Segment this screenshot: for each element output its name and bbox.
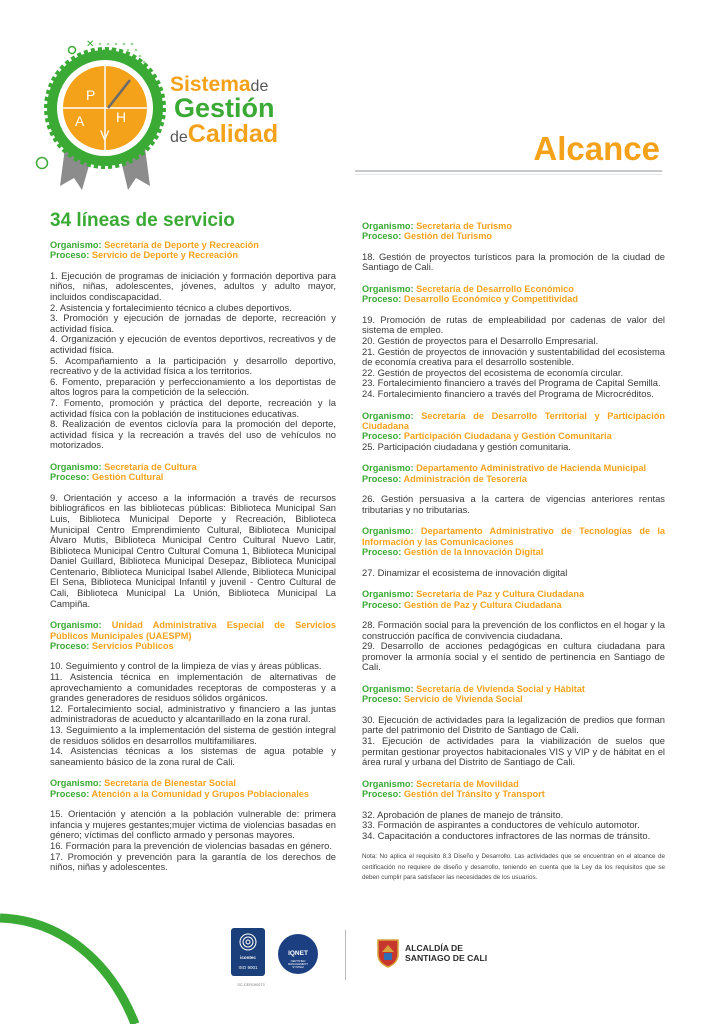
proceso-label: Proceso: <box>362 294 402 305</box>
organismo-label: Organismo: <box>362 526 414 537</box>
organismo-label: Organismo: <box>50 620 102 631</box>
proceso-value: Atención a la Comunidad y Grupos Poblacionales <box>91 788 310 799</box>
brand-calidad: Calidad <box>187 120 279 148</box>
organismo-value: Secretaría de Desarrollo Económico <box>416 284 574 294</box>
left-column <box>50 210 336 884</box>
proceso-label: Proceso: <box>362 789 402 800</box>
title-underline-thin <box>355 174 662 175</box>
iqnet-name: IQNET <box>288 950 308 957</box>
section-vivienda <box>362 684 665 768</box>
section-servicios-publicos <box>50 620 336 767</box>
service-item: 2. Asistencia y fortalecimiento técnico a clubes deportivos. <box>50 301 292 313</box>
proceso-label: Proceso: <box>50 641 90 652</box>
section-deporte <box>50 240 336 451</box>
cali-coat-of-arms-icon <box>376 938 400 968</box>
organismo-value: Departamento Administrativo de Hacienda Municipal <box>416 463 647 474</box>
letter-v: V <box>100 127 110 143</box>
service-item: 22. Gestión de proyectos del ecosistema de economía circular. <box>362 366 624 378</box>
organismo-label: Organismo: <box>362 589 414 600</box>
organismo-label: Organismo: <box>362 778 414 789</box>
iqnet-subtitle: CERTIFIED MANAGEMENT SYSTEM <box>287 959 309 969</box>
service-item: 10. Seguimiento y control de la limpieza de vías y áreas públicas. <box>50 660 322 672</box>
proceso-label: Proceso: <box>362 431 402 442</box>
proceso-value: Servicio de Vivienda Social <box>403 694 523 705</box>
organismo-value: Secretaría de Cultura <box>104 461 197 472</box>
service-item: 19. Promoción de rutas de empleabilidad por cadenas de valor del sistema de empleo. <box>362 313 665 336</box>
organismo-value: Unidad Administrativa Especial de Servicios Públicos Municipales (UAESPM) <box>50 620 337 641</box>
service-item: 30. Ejecución de actividades para la legalización de predios que forman parte del patrimonio del Distrito de Santiago de Cali. <box>362 713 665 736</box>
section-paz-cultura <box>362 589 665 673</box>
service-item: 27. Dinamizar el ecosistema de innovación digital <box>362 566 568 578</box>
service-item: 5. Acompañamiento a la participación y desarrollo deportivo, recreativo y de la actividad física a los territorios. <box>50 354 336 377</box>
fingerprint-icon <box>231 928 265 954</box>
service-item: 8. Realización de eventos ciclovía para la promoción del deporte, actividad física y la recreación a través del uso de vehículos no motorizados. <box>50 418 336 451</box>
service-item: 31. Ejecución de actividades para la viabilización de suelos que permitan gestionar proyectos habitacionales VIS y VIP y de hábitat en el área rural y urbana del Distrito de Santiago de Cali. <box>362 734 665 768</box>
proceso-label: Proceso: <box>362 694 402 705</box>
proceso-value: Gestión de Paz y Cultura Ciudadana <box>403 599 562 610</box>
headline: 34 líneas de servicio <box>50 210 235 231</box>
proceso-value: Gestión del Turismo <box>403 231 493 242</box>
organismo-value: Secretaría de Bienestar Social <box>104 778 236 789</box>
service-item: 24. Fortalecimiento financiero a través del Programa de Microcréditos. <box>362 387 654 399</box>
small-ring-icon <box>37 158 48 169</box>
service-item: 12. Fortalecimiento social, administrativo y financiero a las juntas administradoras de acueducto y alcantarillado en la zona rural. <box>50 702 336 725</box>
organismo-label: Organismo: <box>362 463 414 474</box>
x-mark-icon: ✕ <box>86 39 95 50</box>
service-item: 6. Fomento, preparación y perfeccionamiento a los deportistas de altos logros para la competición de la selección. <box>50 375 336 398</box>
service-item: 17. Promoción y prevención para la garantía de los derechos de niños, niñas y adolescentes. <box>50 850 336 873</box>
small-ring-icon <box>69 47 76 54</box>
proceso-label: Proceso: <box>362 473 402 484</box>
service-item: 25. Participación ciudadana y gestión comunitaria. <box>362 440 571 452</box>
section-desarrollo-economico <box>362 284 665 400</box>
service-item: 3. Promoción y ejecución de jornadas de deporte, recreación y actividad física. <box>50 312 336 334</box>
section-movilidad <box>362 779 665 842</box>
service-item: 1. Ejecución de programas de iniciación y formación deportiva para niños, niñas, adolescentes, jóvenes, adultos y adulto mayor, incluidos condiscapacidad. <box>50 269 336 302</box>
service-item: 9. Orientación y acceso a la información a través de recursos bibliográficos en las bibliotecas públicas: Biblioteca Municipal San Luis, Biblioteca Municipal Deporte y Recreación, Biblioteca Municipal Centro Emprendimiento Cultural, Biblioteca Municipal Álvaro Mutis, Biblioteca Municipal Centro Cultural Nuevo Latir, Biblioteca Municipal Centro Cultural Comuna 1, Biblioteca Municipal Daniel Guillard, Biblioteca Municipal Desepaz, Biblioteca Municipal Centenario, Biblioteca Municipal Isabel Allende, Biblioteca Municipal El Sena, Biblioteca Municipal Infantil y juvenil - Centro Cultural de Cali, Biblioteca Municipal La Unión, Biblioteca Municipal La Campiña. <box>50 491 336 609</box>
proceso-value: Administración de Tesorería <box>403 473 527 484</box>
section-cultura <box>50 462 336 609</box>
alcaldia-line1: ALCALDÍA DE <box>405 943 463 953</box>
service-item: 32. Aprobación de planes de manejo de tránsito. <box>362 808 564 820</box>
letter-p: P <box>86 87 96 103</box>
green-arc-decoration <box>0 910 160 1024</box>
service-item: 29. Desarrollo de acciones pedagógicas en cultura ciudadana para promover la armonía social y el sentido de pertinencia en Santiago de Cali. <box>362 640 665 673</box>
proceso-value: Desarrollo Económico y Competitividad <box>403 294 578 305</box>
title-underline <box>355 170 662 172</box>
phva-quality-badge <box>28 36 168 196</box>
proceso-value: Participación Ciudadana y Gestión Comunitaria <box>403 431 612 442</box>
service-item: 34. Capacitación a conductores infractores de las normas de tránsito. <box>362 829 651 841</box>
proceso-value: Gestión de la Innovación Digital <box>403 547 544 558</box>
service-item: 26. Gestión persuasiva a la cartera de vigencias anteriores rentas tributarias y no tributarias. <box>362 493 665 515</box>
service-item: 11. Asistencia técnica en implementación de alternativas de aprovechamiento a comunidades receptoras de composteras y a grandes generadores de residuos sólidos orgánicos. <box>50 671 336 704</box>
letter-h: H <box>116 109 127 125</box>
proceso-label: Proceso: <box>362 547 402 558</box>
scope-note: Nota: No aplica el requisito 8.3 Diseño y Desarrollo. Las actividades que se encuentran en el alcance de certificación no requiere de diseño y desarrollo, teniendo en cuenta que la Ley da los requisitos que se deben cumplir para satisfacer las necesidades de los usuarios. <box>362 853 665 882</box>
organismo-value: Secretaría de Desarrollo Territorial y Participación Ciudadana <box>362 410 665 431</box>
letter-a: A <box>75 113 85 129</box>
section-desarrollo-territorial <box>362 411 665 453</box>
organismo-value: Secretaría de Deporte y Recreación <box>104 240 259 250</box>
proceso-label: Proceso: <box>50 472 90 483</box>
certificate-code: SC-CER190073 <box>237 983 265 987</box>
icontec-standard: ISO 9001 <box>238 965 258 970</box>
organismo-label: Organismo: <box>362 221 414 231</box>
brand-sistema: Sistema <box>170 73 251 96</box>
service-item: 18. Gestión de proyectos turísticos para la promoción de la ciudad de Santiago de Cali. <box>362 250 665 273</box>
icontec-name: icontec <box>240 955 256 960</box>
organismo-value: Secretaría de Paz y Cultura Ciudadana <box>416 589 585 600</box>
service-item: 21. Gestión de proyectos de innovación y sustentabilidad del ecosistema de economía creativa para el desarrollo sostenible. <box>362 345 665 368</box>
service-item: 4. Organización y ejecución de eventos deportivos, recreativos y de actividad física. <box>50 333 336 355</box>
alcaldia-line2: SANTIAGO DE CALI <box>405 952 488 963</box>
organismo-value: Secretaría de Turismo <box>416 221 512 231</box>
organismo-value: Secretaría de Vivienda Social y Hábitat <box>416 683 585 694</box>
service-item: 15. Orientación y atención a la población vulnerable de: primera infancia y mujeres gestantes;mujer victima de violencias basadas en género; víctimas del conflicto armado y personas mayores. <box>50 808 336 841</box>
service-item: 28. Formación social para la prevención de los conflictos en el hogar y la construcción pacífica de convivencia ciudadana. <box>362 619 665 641</box>
service-item: 23. Fortalecimiento financiero a través del Programa de Capital Semilla. <box>362 377 661 389</box>
proceso-label: Proceso: <box>362 231 402 242</box>
service-item: 13. Seguimiento a la implementación del sistema de gestión integral de residuos sólidos en desarrollos multifamiliares. <box>50 724 336 746</box>
page-title: Alcance <box>533 130 660 167</box>
proceso-value: Servicios Públicos <box>91 641 174 652</box>
proceso-label: Proceso: <box>50 788 90 799</box>
proceso-value: Servicio de Deporte y Recreación <box>91 250 238 261</box>
proceso-value: Gestión del Tránsito y Transport <box>403 789 545 800</box>
service-item: 20. Gestión de proyectos para el Desarrollo Empresarial. <box>362 335 599 346</box>
section-turismo <box>362 221 665 273</box>
service-item: 14. Asistencias técnicas a los sistemas de agua potable y saneamiento básico de la zona rural de Cali. <box>50 745 336 767</box>
organismo-label: Organismo: <box>50 240 102 250</box>
brand-de-2: de <box>170 129 188 146</box>
proceso-label: Proceso: <box>50 250 90 261</box>
organismo-label: Organismo: <box>362 284 414 294</box>
organismo-value: Departamento Administrativo de Tecnologías de la Información y las Comunicaciones <box>362 526 665 547</box>
footer-divider <box>345 930 346 980</box>
organismo-label: Organismo: <box>362 410 414 421</box>
organismo-label: Organismo: <box>50 778 102 789</box>
proceso-label: Proceso: <box>362 599 402 610</box>
system-brand <box>170 74 278 147</box>
section-hacienda <box>362 463 665 515</box>
service-item: 7. Fomento, promoción y práctica del deporte, recreación y la actividad física con la población de instituciones educativas. <box>50 396 336 419</box>
section-bienestar-social <box>50 778 336 872</box>
alcaldia-logo-text <box>405 944 487 963</box>
organismo-label: Organismo: <box>362 683 414 694</box>
section-tic <box>362 526 665 578</box>
proceso-value: Gestión Cultural <box>91 472 164 483</box>
icontec-certification-logo <box>231 928 265 976</box>
organismo-label: Organismo: <box>50 461 102 472</box>
service-item: 16. Formación para la prevención de violencias basadas en género. <box>50 840 332 851</box>
brand-gestion: Gestión <box>174 93 275 123</box>
service-item: 33. Formación de aspirantes a conductores de vehículo automotor. <box>362 819 640 831</box>
right-column <box>362 221 665 884</box>
iqnet-certification-logo <box>278 934 318 974</box>
organismo-value: Secretaría de Movilidad <box>416 778 519 789</box>
brand-de-1: de <box>250 78 269 95</box>
